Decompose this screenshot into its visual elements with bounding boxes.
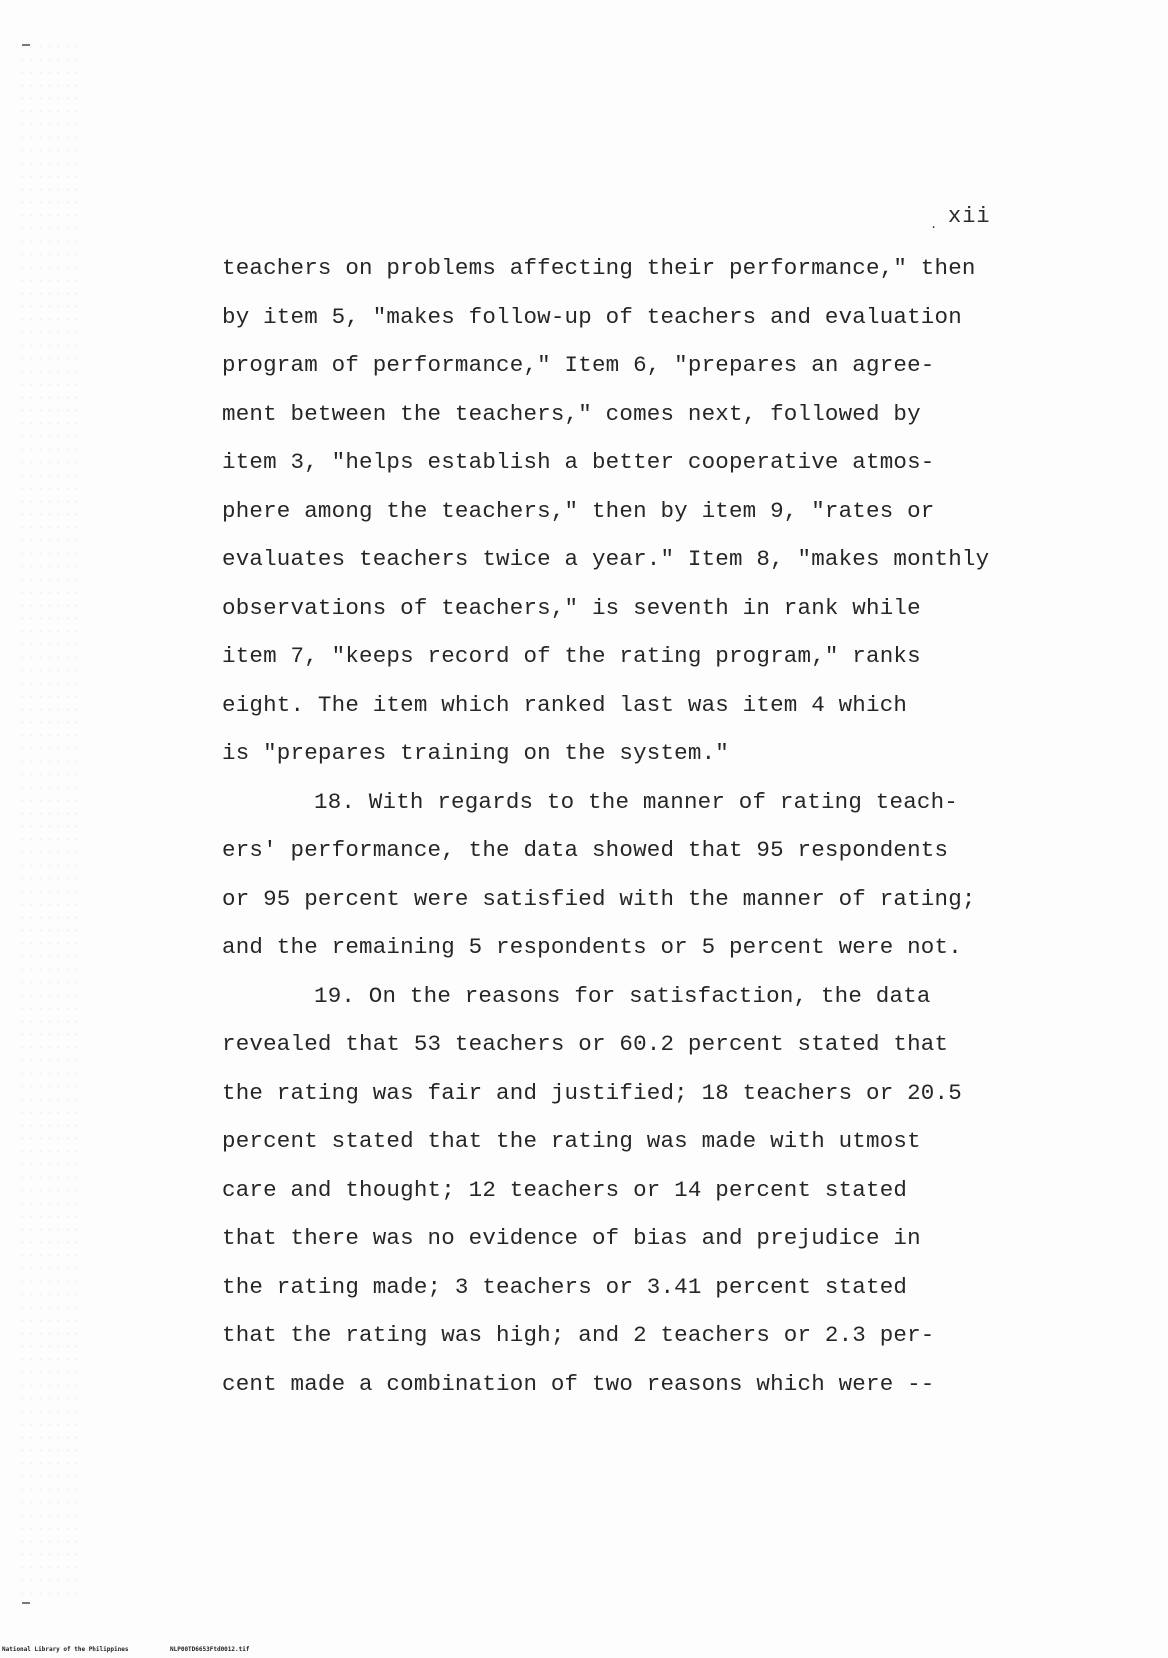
text-line: teachers on problems affecting their performance," then bbox=[222, 255, 976, 281]
text-line: phere among the teachers," then by item 9, "rates or bbox=[222, 497, 935, 524]
page-number: . xii bbox=[930, 204, 991, 232]
paragraph-19-line: that there was no evidence of bias and prejudice in bbox=[222, 1225, 921, 1251]
text-line: is "prepares training on the system." bbox=[222, 740, 729, 766]
body-text bbox=[222, 244, 1042, 1408]
paragraph-18-line: and the remaining 5 respondents or 5 percent were not. bbox=[222, 934, 962, 960]
scan-mark bbox=[22, 1602, 30, 1604]
paragraph-19-line: the rating made; 3 teachers or 3.41 percent stated bbox=[222, 1273, 908, 1300]
file-name: NLP00TD6653Ftd0012.tif bbox=[170, 1646, 250, 1653]
paragraph-19-line: cent made a combination of two reasons which were -- bbox=[222, 1370, 935, 1397]
scan-edge-noise bbox=[18, 40, 78, 1600]
paragraph-19-line: care and thought; 12 teachers or 14 percent stated bbox=[222, 1176, 908, 1203]
scan-footer bbox=[0, 1644, 1168, 1658]
text-line: item 7, "keeps record of the rating program," ranks bbox=[222, 643, 921, 669]
text-line: observations of teachers," is seventh in rank while bbox=[222, 594, 921, 621]
paragraph-19-line: the rating was fair and justified; 18 teachers or 20.5 bbox=[222, 1079, 962, 1106]
text-line: program of performance," Item 6, "prepares an agree- bbox=[222, 352, 935, 378]
library-credit: National Library of the Philippines bbox=[2, 1646, 129, 1653]
paragraph-19-line: 19. On the reasons for satisfaction, the data bbox=[314, 982, 931, 1009]
scan-mark bbox=[22, 44, 30, 46]
paragraph-19-line: that the rating was high; and 2 teachers or 2.3 per- bbox=[222, 1322, 935, 1348]
paragraph-18-line: 18. With regards to the manner of rating teach- bbox=[314, 788, 959, 815]
text-line: evaluates teachers twice a year." Item 8, "makes monthly bbox=[222, 546, 990, 572]
paragraph-19-line: revealed that 53 teachers or 60.2 percent stated that bbox=[222, 1031, 949, 1057]
text-line: by item 5, "makes follow-up of teachers and evaluation bbox=[222, 303, 962, 330]
text-line: eight. The item which ranked last was item 4 which bbox=[222, 691, 908, 718]
paragraph-18-line: ers' performance, the data showed that 95 respondents bbox=[222, 837, 949, 863]
paragraph-19-line: percent stated that the rating was made with utmost bbox=[222, 1128, 921, 1154]
paragraph-18-line: or 95 percent were satisfied with the manner of rating; bbox=[222, 885, 976, 912]
text-line: ment between the teachers," comes next, followed by bbox=[222, 400, 921, 427]
text-line: item 3, "helps establish a better cooperative atmos- bbox=[222, 449, 935, 475]
